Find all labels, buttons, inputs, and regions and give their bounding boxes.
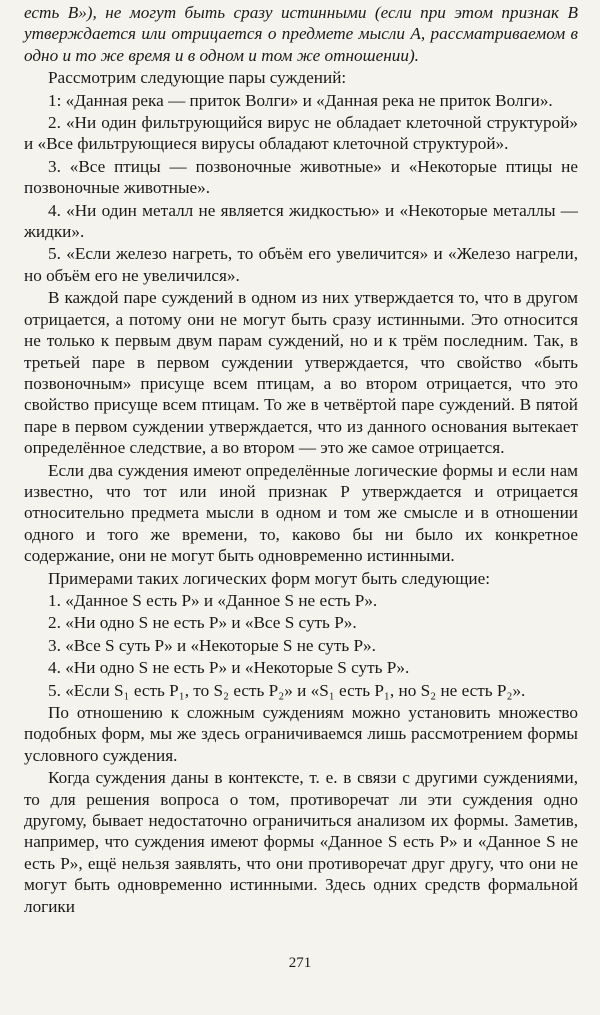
- list-item-form-5: 5. «Если S₁ есть P₁, то S₂ есть P₂» и «S₁ есть P₁, но S₂ не есть P₂».: [48, 680, 526, 700]
- paragraph-context: Когда суждения даны в контексте, т. е. в связи с другими суждениями, то для решения вопроса о том, противоречат ли эти суждения одно другому, бывает недостаточно ограничиться анализом их формы. Заметив, например, что суждения имеют формы «Данное S есть P» и «Данное S не есть P», ещё нельзя заявлять, что они противоречат друг другу, что они не могут быть одновременно истинными. Здесь одних средств формальной логики: [24, 768, 578, 916]
- paragraph-complex-judgments: По отношению к сложным суждениям можно установить множество подобных форм, мы же здесь ограничиваемся лишь рассмотрением формы условного суждения.: [24, 703, 578, 765]
- list-item-form-3: 3. «Все S суть P» и «Некоторые S не суть P».: [48, 635, 376, 655]
- list-item-pair-1: 1: «Данная река — приток Волги» и «Данная река не приток Волги».: [48, 90, 553, 110]
- paragraph-forms-rule: Если два суждения имеют определённые логические формы и если нам известно, что тот или иной признак P утверждается и отрицается относительно предмета мысли в одном и том же смысле и в отношении одного и того же времени, то, каково бы ни было их конкретное содержание, они не могут быть одновременно истинными.: [24, 460, 578, 566]
- paragraph-analysis: В каждой паре суждений в одном из них утверждается то, что в другом отрицается, а потому они не могут быть сразу истинными. Это относится не только к первым двум парам суждений, но и к трём последним. Так, в третьей паре в первом суждении утверждается, что свойство «быть позвоночным» присуще всем птицам, а во втором отрицается, что это свойство присуще всем птицам. То же в четвёртой паре суждений. В пятой паре в первом суждении утверждается, что из данного основания вытекает определённое следствие, а во втором — это же самое отрицается.: [24, 288, 578, 458]
- paragraph-examples-intro: Примерами таких логических форм могут быть следующие:: [48, 568, 490, 588]
- list-item-pair-2: 2. «Ни один фильтрующийся вирус не обладает клеточной структурой» и «Все фильтрующиеся вирусы обладают клеточной структурой».: [24, 113, 578, 154]
- page-number: 271: [288, 955, 312, 971]
- list-item-pair-5: 5. «Если железо нагреть, то объём его увеличится» и «Железо нагрели, но объём его не увеличился».: [24, 244, 578, 285]
- list-item-pair-3: 3. «Все птицы — позвоночные животные» и «Некоторые птицы не позвоночные животные».: [24, 156, 578, 198]
- list-item-pair-4: 4. «Ни один металл не является жидкостью» и «Некоторые металлы — жидки».: [24, 200, 578, 242]
- list-item-form-4: 4. «Ни одно S не есть P» и «Некоторые S суть P».: [48, 658, 410, 678]
- list-item-form-1: 1. «Данное S есть P» и «Данное S не есть P».: [48, 590, 378, 610]
- list-item-form-2: 2. «Ни одно S не есть P» и «Все S суть P».: [48, 613, 357, 633]
- paragraph-continuation: есть В»), не могут быть сразу истинными (если при этом признак В утверждается или отрицается о предмете мысли А, рассматриваемом в одно и то же время и в одном и том же отношении).: [24, 3, 578, 65]
- paragraph-intro-pairs: Рассмотрим следующие пары суждений:: [48, 68, 347, 88]
